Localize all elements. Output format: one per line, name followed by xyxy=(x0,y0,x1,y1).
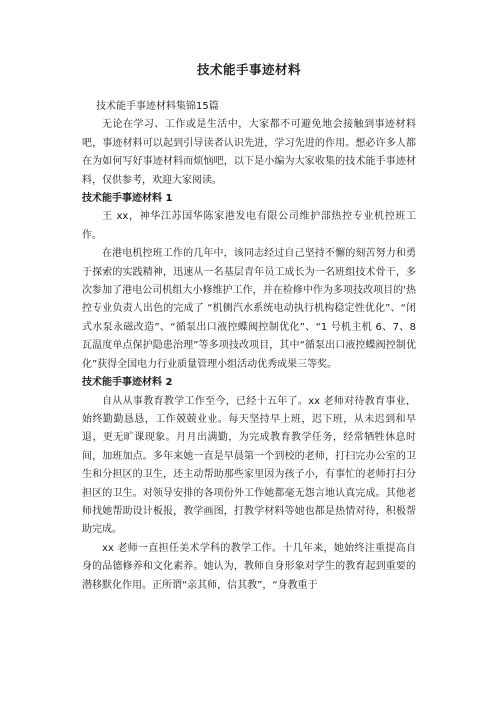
section-heading: 技术能手事迹材料 1 xyxy=(82,193,173,205)
section-paragraph: 王 xx，神华江苏国华陈家港发电有限公司维护部热控专业机控班工作。 xyxy=(82,211,416,241)
intro-paragraph: 无论在学习、工作或是生活中，大家都不可避免地会接触到事迹材料吧，事迹材料可以起到引导读者认识先进，学习先进的作用。想必许多人都在为如何写好事迹材料而烦恼吧，以下是小编为大家收集的技术能手事迹材料，仅供参考，欢迎大家阅读。 xyxy=(82,119,416,186)
section-1 xyxy=(82,190,416,374)
section-paragraph: 在港电机控班工作的几年中，该同志经过自己坚持不懈的刻苦努力和勇于探索的实践精神，迅速从一名基层青年员工成长为一名班组技术骨干，多次参加了港电公司机组大小修维护工作，并在检修中作为多项技改项目的'热控专业负责人出色的完成了 “机侧汽水系统电动执行机构稳定性优化”、“闭式水泵永磁改造”、“循泵出口液控蝶阀控制优化”、“1 号机主机 6、7、8 瓦温度单点保护隐患治理”等多项技改项目，其中“循泵出口液控蝶阀控制优化”获得全国电力行业质量管理小组活动优秀成果三等奖。 xyxy=(82,248,416,370)
section-2 xyxy=(82,374,416,595)
section-paragraph: 自从从事教育教学工作至今，已经十五年了。xx 老师对待教育事业，始终勤勤恳恳，工作兢兢业业。每天坚持早上班，迟下班，从未迟到和早退，更无旷课现象。月月出满勤，为完成教育教学任务，经常牺牲休息时间，加班加点。多年来她一直是早晨第一个到校的老师，打扫完办公室的卫生和分担区的卫生，还主动帮助那些家里因为孩子小，有事忙的老师打扫分担区的卫生。对领导安排的各项份外工作她都毫无怨言地认真完成。其他老师找她帮助设计板报，教学画图，打教学材料等她也都是热情对待，积极帮助完成。 xyxy=(82,395,416,536)
section-heading: 技术能手事迹材料 2 xyxy=(82,377,173,389)
section-paragraph: xx 老师一直担任美术学科的教学工作。十几年来，她始终注重提高自身的品德修养和文化素养。她认为，教师自身形象对学生的教育起到重要的潜移默化作用。正所谓“亲其师，信其教”，“身教重于 xyxy=(82,542,416,591)
document-subtitle: 技术能手事迹材料集锦15篇 xyxy=(96,101,219,112)
document-title: 技术能手事迹材料 xyxy=(196,62,301,77)
